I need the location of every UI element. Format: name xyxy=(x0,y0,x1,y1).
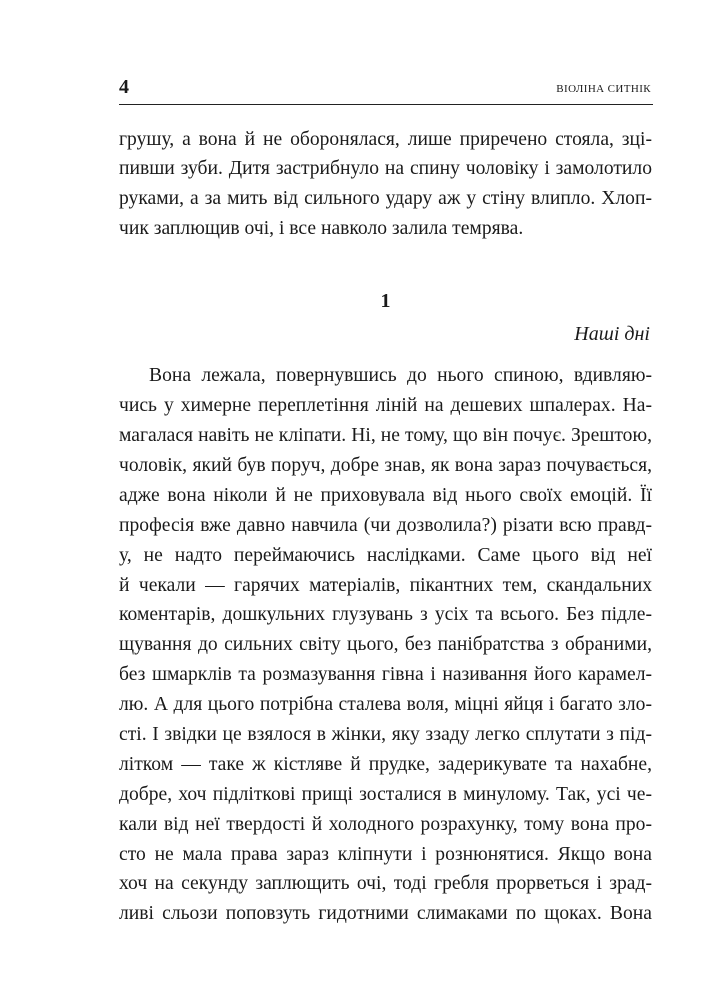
prologue-line: грушу, а вона й не оборонялася, лише приречено стояла, зці- xyxy=(119,129,652,150)
page-header xyxy=(119,76,653,105)
prologue-line: чик заплющив очі, і все навколо залила темрява. xyxy=(119,218,524,239)
body-line: Вона лежала, повернувшись до нього спиною, вдивляю- xyxy=(149,365,652,386)
body-line: коментарів, дошкульних глузувань з усіх та всього. Без підле- xyxy=(119,604,652,625)
body-line: кали від неї твердості й холодного розрахунку, тому вона про- xyxy=(119,814,652,835)
prologue-line: пивши зуби. Дитя застрибнуло на спину чоловіку і замолотило xyxy=(119,158,652,179)
body-line: у, не надто переймаючись наслідками. Саме цього від неї xyxy=(119,545,652,566)
body-line: й чекали — гарячих матеріалів, пікантних тем, скандальних xyxy=(119,575,652,596)
body-line: адже вона ніколи й не приховувала від нього своїх емоцій. Її xyxy=(119,485,652,506)
chapter-subtitle: Наші дні xyxy=(574,323,650,345)
chapter-number: 1 xyxy=(380,290,391,312)
body-line: хоч на секунду заплющить очі, тоді гребля прорветься і зрад- xyxy=(119,873,652,894)
body-line: чоловік, який був поруч, добре знав, як вона зараз почувається, xyxy=(119,455,652,476)
body-line: ливі сльози поповзуть гидотними слимаками по щоках. Вона xyxy=(119,903,652,924)
body-line: літком — таке ж кістляве й прудке, задерикувате та нахабне, xyxy=(119,754,652,775)
body-line: сті. І звідки це взялося в жінки, яку ззаду легко сплутати з під- xyxy=(119,724,652,745)
body-line: професія вже давно навчила (чи дозволила?) різати всю правд- xyxy=(119,515,652,536)
body-line: добре, хоч підліткові прищі зосталися в минулому. Так, усі че- xyxy=(119,784,652,805)
prologue-line: руками, а за мить від сильного удару аж у стіну влипло. Хлоп- xyxy=(119,188,652,209)
body-line: без шмарклів та розмазування гівна і називання його карамел- xyxy=(119,664,652,685)
body-line: лю. А для цього потрібна сталева воля, міцні яйця і багато зло- xyxy=(119,694,652,715)
body-line: сто не мала права зараз кліпнути і рознюнятися. Якщо вона xyxy=(119,844,652,865)
body-line: магалася навіть не кліпати. Ні, не тому, що він почує. Зрештою, xyxy=(119,425,652,446)
body-line: щування до сильних світу цього, без панібратства з обраними, xyxy=(119,634,652,655)
body-line: чись у химерне переплетіння ліній на дешевих шпалерах. На- xyxy=(119,395,652,416)
page-number: 4 xyxy=(119,76,129,98)
running-head-author: ВІОЛІНА СИТНІК xyxy=(556,83,651,95)
